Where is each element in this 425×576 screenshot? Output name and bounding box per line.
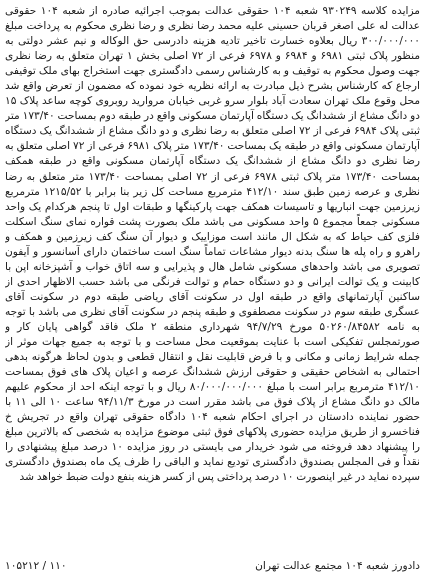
notice-footer <box>5 559 420 573</box>
notice-reference-number: ۱۰۵۲۱۲ / ۱۱۰ <box>5 560 67 572</box>
notice-body-text: مزایده کلاسه ۹۳۰۲۴۹ شعبه ۱۰۴ حقوقی عدالت بموجب اجرائیه صادره از شعبه ۱۰۴ حقوقی عدالت له علی اصغر قربان حسینی علیه محمد رضا نظری و رضا نظری محکوم به پرداخت مبلغ ۳۰۰/۰۰۰/۰۰۰ ریال بعلاوه خسارت تاخیر تادیه هزینه دادرسی حق الوکاله و نیم عشر دولتی به منظور پلاک ثبتی ۶۹۸۱ و ۶۹۸۴ و ۶۹۷۸ فرعی از ۷۲ اصلی بخش ۱ تهران متعلق به رضا نظری جهت وصول محکوم به توقیف و به کارشناس رسمی دادگستری جهت استخراج بهای ملک توقیفی ارجاع که کارشناس بشرح ذیل مبادرت به ارائه نظریه خود نموده که مضمون از تعرض واقع شد محل وقوع ملک تهران سعادت آباد بلوار سرو غربی خیابان مروارید روبروی کوچه ساعد پلاک ۱۵ دو دانگ مشاع از ششدانگ یک دستگاه آپارتمان مسکونی واقع در طبقه دوم بمساحت ۱۷۳/۴۰ متر ثبتی پلاک ۶۹۸۴ فرعی از ۷۲ اصلی متعلق به رضا نظری و دو دانگ مشاع از ششدانگ یک دستگاه آپارتمان مسکونی واقع در طبقه یک بمساحت ۱۷۳/۴۰ متر پلاک ۶۹۸۱ فرعی از ۷۲ اصلی متعلق به رضا نظری دو دانگ مشاع از ششدانگ یک دستگاه آپارتمان مسکونی واقع در طبقه همکف بمساحت ۱۷۳/۴۰ متر پلاک ثبتی ۶۹۷۸ فرعی از ۷۲ اصلی بمساحت ۱۷۳/۴۰ متر متعلق به رضا نظری و عرصه زمین طبق سند ۴۱۲/۱۰ مترمربع مساحت کل زیر بنا برابر با ۱۲۱۵/۵۲ مترمربع زیرزمین جهت انباریها و تاسیسات همکف جهت پارکینگها و طبقات اول تا پنجم هرکدام یک واحد مسکونی جمعاً مجموع ۵ واحد مسکونی می باشد ملک بصورت پشت قواره نمای سنگ اسکلت فلزی کف حیاط که به شکل ال مانند است موزاییک و دیوار آن سنگ کف زیرزمین و همکف و راهرو و راه پله ها سنگ بدنه دیوار مشاعات تماماً سنگ است ساختمان دارای آسانسور و آیفون تصویری می باشد واحدهای مسکونی شامل هال و پذیرایی و سه اتاق خواب و آشپزخانه اپن با کابینت و یک توالت ایرانی و دو دستگاه حمام و توالت فرنگی می باشد حسب الاظهار احدی از ساکنین آپارتمانهای واقع در طبقه اول در سکونت آقای ریاضی طبقه دوم در سکونت آقای عسگری طبقه سوم در سکونت مصطفوی و طبقه پنجم در سکونت آقای نظری می باشد با توجه به نامه ۵۰۲۶۰/۸۴۵۸۲ مورخ ۹۴/۷/۲۹ شهرداری منطقه ۲ ملک فاقد گواهی پایان کار و صورتمجلس تفکیکی است با عنایت بموقعیت محل مساحت و با توجه به جمیع جهات موثر از جمله شرایط زمانی و مکانی و با فرض قابلیت نقل و انتقال قطعی و بدون لحاظ هرگونه بدهی احتمالی به اشخاص حقیقی و حقوقی ارزش ششدانگ عرصه و اعیان پلاک های فوق بمساحت ۴۱۲/۱۰ مترمربع برابر است با مبلغ ۸۰/۰۰۰/۰۰۰/۰۰۰ ریال و با توجه اینکه احد از محکوم علیهم مالک دو دانگ مشاع از پلاک فوق می باشد مقرر است در مورخ ۹۴/۱۱/۳ ساعت ۱۰ الی ۱۱ با حضور نماینده دادستان در اجرای احکام شعبه ۱۰۴ دادگاه حقوقی تهران واقع در تجریش خ فناخسرو از طریق مزایده حضوری پلاکهای فوق ثبتی موضوع مزایده به شخصی که بالاترین مبلغ را پیشنهاد دهد فروخته می شود خریدار می بایستی در روز مزایده ۱۰ درصد مبلغ پیشنهادی را نقداً و فی المجلس بصندوق دادگستری تودیع نماید و الباقی را ظرف یک ماه بصندوق دادگستری سپرده نماید در غیر اینصورت ۱۰ درصد پرداختی پس از کسر هزینه بنفع دولت ضبط خواهد شد <box>5 5 420 484</box>
notice-signature: دادورز شعبه ۱۰۴ مجتمع عدالت تهران <box>255 560 420 572</box>
